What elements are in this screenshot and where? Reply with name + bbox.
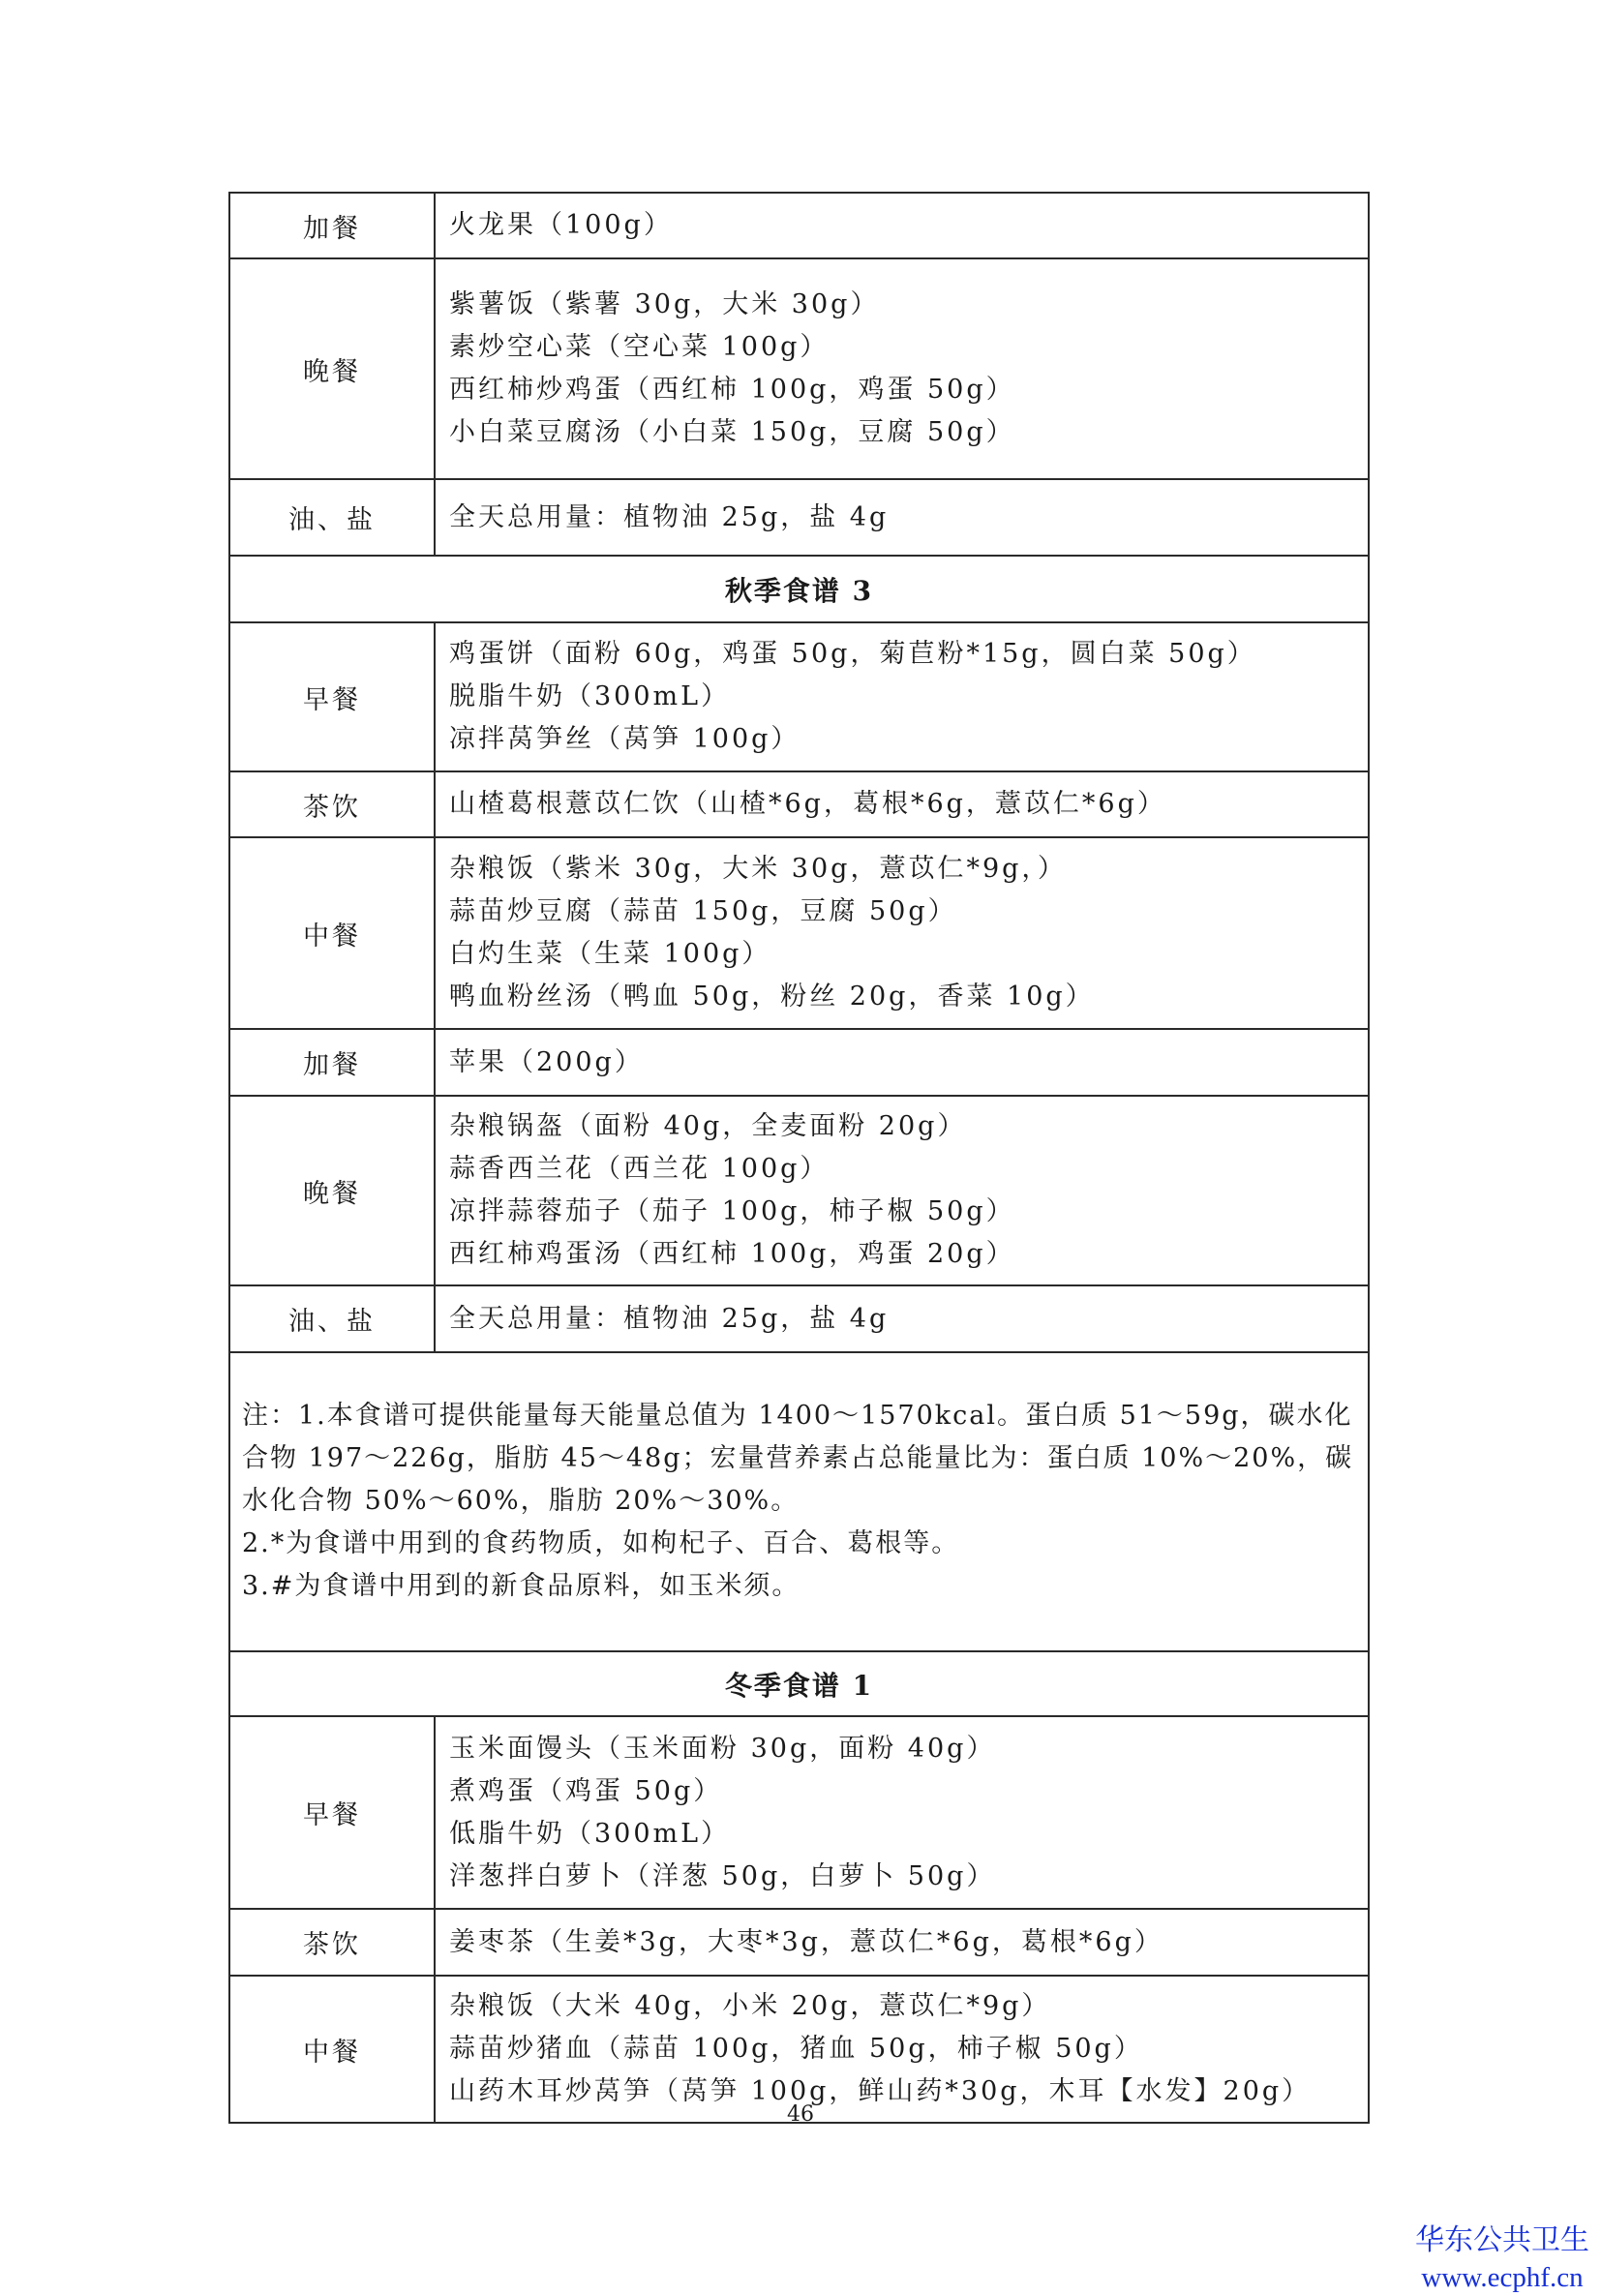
dish-line: 山药木耳炒莴笋（莴笋 100g，鲜山药*30g，木耳【水发】20g） xyxy=(449,2076,1312,2106)
dish-line: 山楂葛根薏苡仁饮（山楂*6g，葛根*6g，薏苡仁*6g） xyxy=(449,789,1166,819)
meal-items-cell xyxy=(435,193,1369,258)
meal-label: 油、盐 xyxy=(229,479,435,556)
dish-line: 西红柿鸡蛋汤（西红柿 100g，鸡蛋 20g） xyxy=(449,1239,1015,1269)
dish-line: 低脂牛奶（300mL） xyxy=(449,1818,731,1849)
meal-items-cell xyxy=(435,258,1369,479)
meal-label: 晚餐 xyxy=(229,258,435,479)
dish-line: 蒜香西兰花（西兰花 100g） xyxy=(449,1154,830,1184)
meal-row xyxy=(229,622,1369,771)
meal-items-cell xyxy=(435,479,1369,556)
meal-row xyxy=(229,771,1369,837)
dish-line: 白灼生菜（生菜 100g） xyxy=(449,939,771,969)
dish-line: 火龙果（100g） xyxy=(449,210,673,240)
meal-label: 中餐 xyxy=(229,837,435,1029)
meal-items-cell xyxy=(435,1716,1369,1909)
dish-line: 素炒空心菜（空心菜 100g） xyxy=(449,332,830,362)
meal-row xyxy=(229,1096,1369,1285)
meal-items-cell xyxy=(435,1029,1369,1096)
meal-label: 晚餐 xyxy=(229,1096,435,1285)
dish-line: 全天总用量：植物油 25g，盐 4g xyxy=(449,501,890,532)
meal-row xyxy=(229,837,1369,1029)
meal-row xyxy=(229,1976,1369,2123)
note-line: 2.*为食谱中用到的食药物质，如枸杞子、百合、葛根等。 xyxy=(242,1527,960,1558)
dish-line: 洋葱拌白萝卜（洋葱 50g，白萝卜 50g） xyxy=(449,1860,996,1891)
dish-line: 紫薯饭（紫薯 30g，大米 30g） xyxy=(449,289,880,319)
note-line: 注：1.本食谱可提供能量每天能量总值为 1400～1570kcal。蛋白质 51～59g，碳水化合物 197～226g，脂肪 45～48g；宏量营养素占总能量比为：蛋白质 10%～20%，碳水化合物 50%～60%，脂肪 20%～30%。 xyxy=(242,1400,1354,1516)
dish-line: 全天总用量：植物油 25g，盐 4g xyxy=(449,1303,890,1334)
dish-line: 杂粮锅盔（面粉 40g，全麦面粉 20g） xyxy=(449,1111,967,1141)
meal-label: 加餐 xyxy=(229,1029,435,1096)
dish-line: 蒜苗炒豆腐（蒜苗 150g，豆腐 50g） xyxy=(449,896,957,926)
meal-label: 早餐 xyxy=(229,1716,435,1909)
recipe-table xyxy=(228,192,1370,2124)
dish-line: 鸭血粉丝汤（鸭血 50g，粉丝 20g，香菜 10g） xyxy=(449,982,1095,1012)
meal-items-cell xyxy=(435,622,1369,771)
meal-items-cell xyxy=(435,1285,1369,1352)
note-row xyxy=(229,1352,1369,1651)
dish-line: 玉米面馒头（玉米面粉 30g，面粉 40g） xyxy=(449,1733,996,1764)
meal-label: 油、盐 xyxy=(229,1285,435,1352)
meal-row xyxy=(229,1029,1369,1096)
meal-row xyxy=(229,258,1369,479)
meal-row xyxy=(229,1716,1369,1909)
meal-items-cell xyxy=(435,837,1369,1029)
meal-row xyxy=(229,479,1369,556)
meal-row xyxy=(229,1285,1369,1352)
note-line: 3.#为食谱中用到的新食品原料，如玉米须。 xyxy=(242,1570,800,1601)
notes-cell xyxy=(229,1352,1369,1651)
dish-line: 杂粮饭（大米 40g，小米 20g，薏苡仁*9g） xyxy=(449,1991,1051,2021)
meal-label: 茶饮 xyxy=(229,1909,435,1976)
dish-line: 脱脂牛奶（300mL） xyxy=(449,681,731,711)
dish-line: 凉拌蒜蓉茄子（茄子 100g，柿子椒 50g） xyxy=(449,1196,1015,1226)
dish-line: 杂粮饭（紫米 30g，大米 30g，薏苡仁*9g，） xyxy=(449,854,1067,884)
dish-line: 鸡蛋饼（面粉 60g，鸡蛋 50g，菊苣粉*15g，圆白菜 50g） xyxy=(449,639,1256,669)
dish-line: 西红柿炒鸡蛋（西红柿 100g，鸡蛋 50g） xyxy=(449,375,1015,405)
dish-line: 姜枣茶（生姜*3g，大枣*3g，薏苡仁*6g，葛根*6g） xyxy=(449,1926,1163,1957)
meal-label: 早餐 xyxy=(229,622,435,771)
meal-items-cell xyxy=(435,1096,1369,1285)
section-title: 冬季食谱 1 xyxy=(229,1651,1369,1716)
meal-row xyxy=(229,1909,1369,1976)
meal-row xyxy=(229,193,1369,258)
dish-line: 煮鸡蛋（鸡蛋 50g） xyxy=(449,1775,723,1806)
page-number: 46 xyxy=(787,2102,814,2127)
section-header-row xyxy=(229,1651,1369,1716)
meal-label: 加餐 xyxy=(229,193,435,258)
dish-line: 苹果（200g） xyxy=(449,1046,644,1077)
dish-line: 凉拌莴笋丝（莴笋 100g） xyxy=(449,724,800,754)
section-title: 秋季食谱 3 xyxy=(229,556,1369,622)
meal-items-cell xyxy=(435,1909,1369,1976)
meal-label: 茶饮 xyxy=(229,771,435,837)
meal-items-cell xyxy=(435,1976,1369,2123)
meal-label: 中餐 xyxy=(229,1976,435,2123)
meal-items-cell xyxy=(435,771,1369,837)
dish-line: 蒜苗炒猪血（蒜苗 100g，猪血 50g，柿子椒 50g） xyxy=(449,2034,1143,2064)
watermark[interactable] xyxy=(1415,2222,1589,2296)
section-header-row xyxy=(229,556,1369,622)
dish-line: 小白菜豆腐汤（小白菜 150g，豆腐 50g） xyxy=(449,417,1015,447)
watermark-name: 华东公共卫生 xyxy=(1415,2223,1589,2257)
watermark-url: www.ecphf.cn xyxy=(1421,2262,1584,2293)
